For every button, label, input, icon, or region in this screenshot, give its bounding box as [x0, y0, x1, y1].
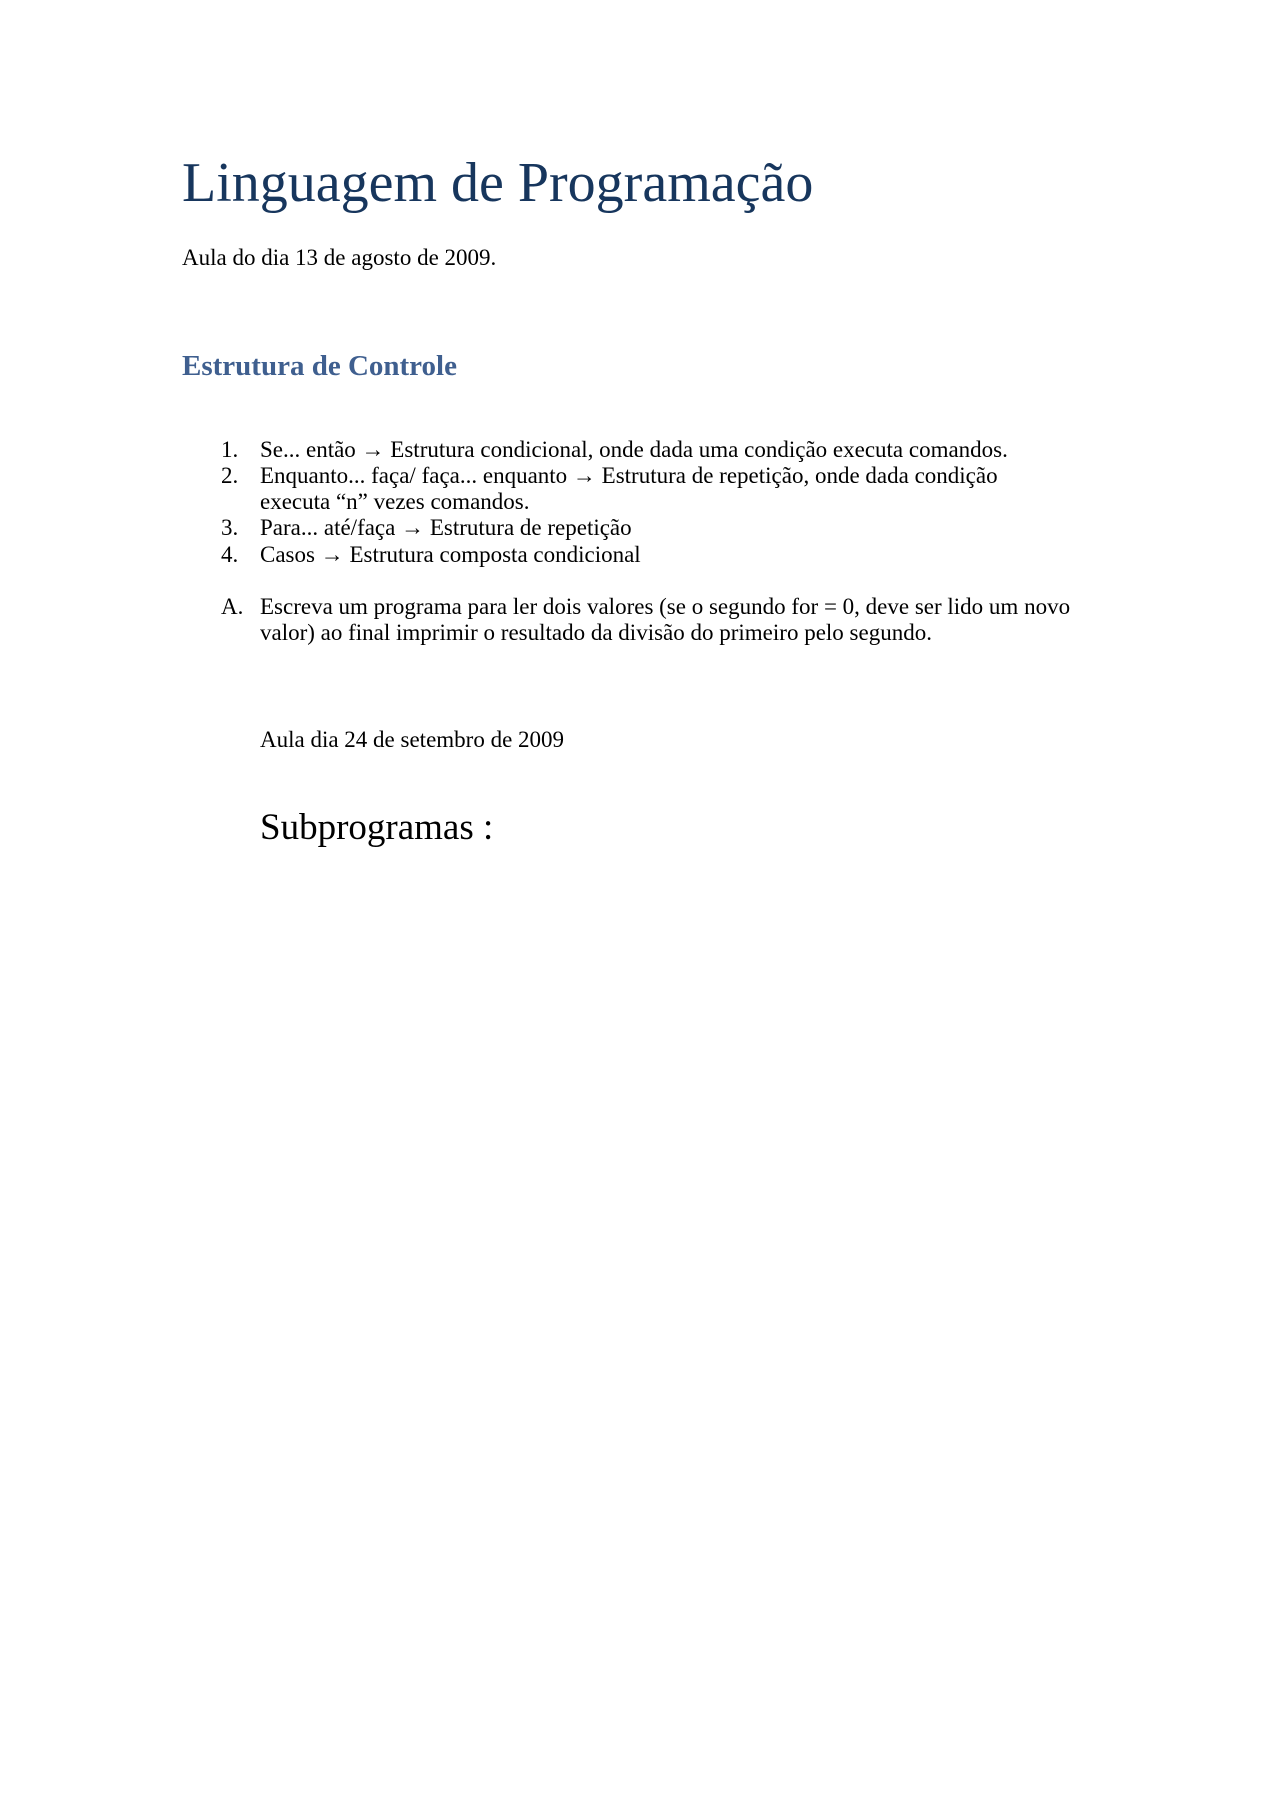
list-item-line: Escreva um programa para ler dois valores (se o segundo for = 0, deve ser lido um novo: [260, 594, 1071, 619]
list-item-text: [260, 463, 1100, 515]
subprograms-heading: Subprogramas :: [260, 807, 494, 848]
list-item-marker: 2.: [221, 463, 239, 488]
list-item-marker: 3.: [221, 515, 239, 540]
list-item-marker: 1.: [221, 437, 239, 462]
list-item-line: Se... então → Estrutura condicional, onde dada uma condição executa comandos.: [260, 437, 1008, 462]
list-item-line: Casos → Estrutura composta condicional: [260, 542, 641, 567]
list-item-line: Para... até/faça → Estrutura de repetição: [260, 515, 632, 540]
list-item-marker: A.: [221, 594, 244, 619]
list-item-text: [260, 515, 1100, 541]
lesson-date: Aula do dia 13 de agosto de 2009.: [182, 245, 497, 270]
list-item-line: Enquanto... faça/ faça... enquanto → Estrutura de repetição, onde dada condição: [260, 463, 998, 488]
list-item-line: valor) ao final imprimir o resultado da divisão do primeiro pelo segundo.: [260, 620, 932, 645]
list-item-text: [260, 437, 1100, 463]
second-lesson-date: Aula dia 24 de setembro de 2009: [260, 727, 565, 752]
list-item-marker: 4.: [221, 542, 239, 567]
document-title: Linguagem de Programação: [182, 152, 814, 214]
numbered-list: [0, 0, 1280, 700]
list-item-text: [260, 594, 1100, 646]
list-item-text: [260, 542, 1100, 568]
section-heading: Estrutura de Controle: [182, 350, 457, 382]
list-item-line: executa “n” vezes comandos.: [260, 489, 530, 514]
